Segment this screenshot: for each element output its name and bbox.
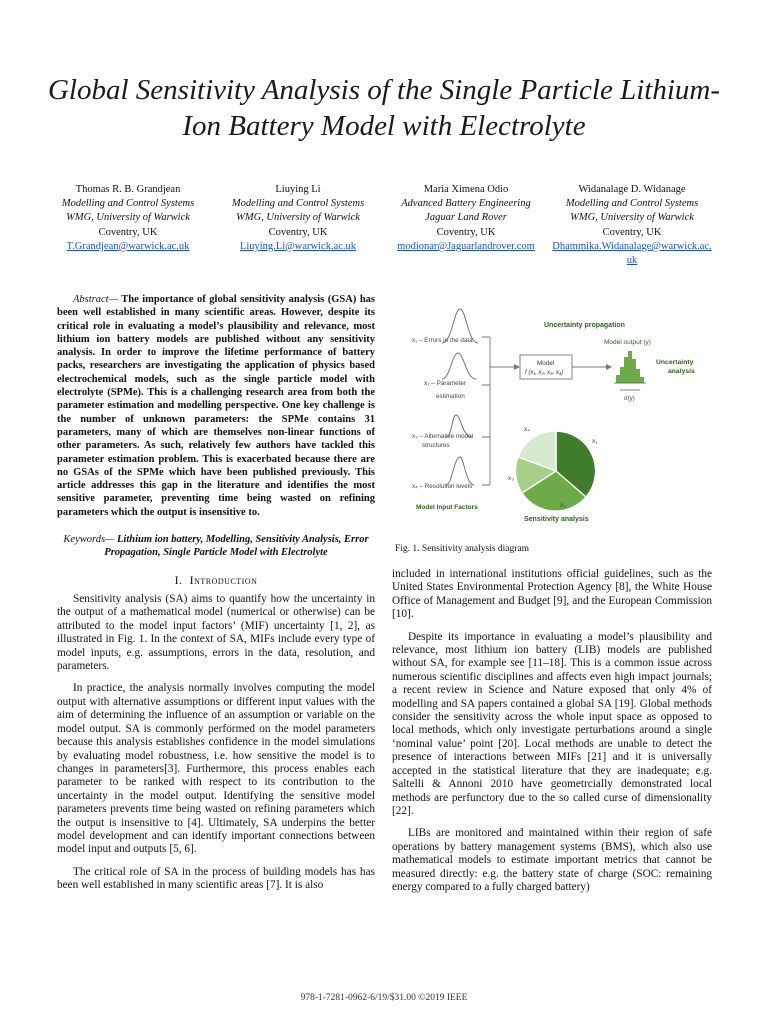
factor-label-x3b: structures [422,442,450,449]
distribution-curve-x2 [442,353,476,379]
body-paragraph: Despite its importance in evaluating a model’s plausibility and relevance, most lithium ion battery (LIB) models are published without SA, for example see [11–18]. This is a common issue across numerous scientific disciplines and affects even high impact journals; a recent review in Science and Nature exposed that only 4% of modelling and SA papers contained a global SA [19]. Global methods consider the sensitivity across the whole input space as opposed to local methods, which only investigate perturbations around a single ‘nominal value’ point [20]. Local methods are unable to detect the presence of interactions between MIFs [21] and it is universally accepted in the statistical literature that they are inadequate; e.g. Saltelli & Annoni 2010 have geometrcially demonstrated local methods are perfunctory due to the so called curse of dimensionality [22]. [392,630,712,817]
author-org: Jaguar Land Rover [425,212,507,224]
author-1 [42,183,214,254]
pie-label-x2: x₂ [560,502,566,509]
left-column [57,293,375,902]
author-dept: Modelling and Control Systems [61,198,195,210]
output-histogram [616,351,644,383]
factor-label-x2b: estimation [436,393,465,400]
uncertainty-propagation-label: Uncertainty propagation [544,322,625,329]
pie-label-x1: x₁ [592,438,598,445]
footer-copyright: 978-1-7281-0962-6/19/$31.00 ©2019 IEEE [300,993,468,1003]
author-email-link[interactable]: modionar@Jaguarlandrover.com [397,240,535,252]
abstract [57,293,375,519]
model-input-factors-label: Model Input Factors [416,504,478,511]
author-dept: Modelling and Control Systems [565,198,699,210]
distribution-curve-x4 [446,457,474,485]
author-name: Maria Ximena Odio [423,184,509,195]
author-location: Coventry, UK [602,226,662,238]
author-3 [380,183,552,254]
model-box-title: Model [537,360,555,367]
abstract-lead: Abstract— [73,294,118,305]
factor-label-x2a: x₂ – Parameter [424,380,466,387]
author-4 [552,183,712,268]
author-location: Coventry, UK [98,226,158,238]
pie-label-x4: x₄ [524,426,530,433]
body-paragraph: In practice, the analysis normally involves computing the model output with alternative assumptions or different input values with the aim of determining the influence of an assumption or variable on the model output. SA is commonly performed on the model parameters because this analysis establishes confidence in the model simulations by evaluating model robustness, i.e. how sensitive the model is to changes in parameters[3]. Furthermore, this process enables each parameter to be ranked with respect to its contribution to the uncertainty in the model output. Identifying the sensitive model parameters prevents time being wasted on refining parameters which the output is insensitive to [4]. Ultimately, SA underpins the better model development and can identify important connections between model input and outputs [5, 6]. [57,682,375,856]
author-name: Widanalage D. Widanage [578,184,686,195]
keywords-text: Lithium ion battery, Modelling, Sensitivity Analysis, Error Propagation, Single Particle Model with Electrolyte [104,534,369,559]
abstract-text: The importance of global sensitivity analysis (GSA) has been well established in many scientific areas. However, despite its critical role in evaluating a model’s plausibility and relevance, most lithium ion battery models are published without any sensitivity analysis. In order to improve the lifetime performance of battery packs, researchers are investigating the application of physics based electrochemical models, such as the single particle model with electrolyte (SPMe). This is a challenging research area from both the parameter estimation and modelling perspective. One key challenge is the number of unknown parameters: the SPMe contains 31 parameters, many of which are themselves non-linear functions of other parameters. As such, relatively few authors have tackled this parameter estimation problem. This is exacerbated because there are no GSAs of the SPMe which have been published previously. This article addresses this gap in the literature and identifies the most sensitive parameter, preventing time being wasted on refining parameters which the output is insensitive to. [57,294,375,518]
author-email-link[interactable]: Liuying.Li@warwick.ac.uk [239,240,357,252]
sensitivity-analysis-figure [394,297,712,529]
author-name: Thomas R. B. Grandjean [75,184,181,195]
section-number: I. [174,572,183,587]
author-email-link[interactable]: Dhammika.Widanalage@warwick.ac.uk [552,240,712,267]
author-org: WMG, University of Warwick [570,212,694,224]
author-org: WMG, University of Warwick [66,212,190,224]
sensitivity-analysis-label: Sensitivity analysis [524,516,589,523]
author-dept: Modelling and Control Systems [231,198,365,210]
author-email-link[interactable]: T.Grandjean@warwick.ac.uk [66,240,190,252]
input-bracket [482,337,514,485]
body-paragraph: Sensitivity analysis (SA) aims to quantify how the uncertainty in the output of a mathematical model (numerical or otherwise) can be attributed to the model input factors’ (MIF) uncertainty [1, 2], as illustrated in Fig. 1. In the context of SA, MIFs include every type of model inputs, e.g. assumptions, errors in the data, resolution, and parameters. [57,593,375,673]
uncertainty-analysis-label-a: Uncertainty [656,359,694,366]
pie-label-x3: x₃ [508,475,514,482]
keywords-lead: Keywords— [63,534,115,546]
factor-label-x4: x₄ – Resolution levels [412,483,473,490]
body-paragraph: LIBs are monitored and maintained within their region of safe operations by battery management systems (BMS), which also use mathematical models to estimate important metrics that cannot be measured directly: e.g. the battery state of charge (SOC: remaining energy compared to a fully charged battery) [392,827,712,893]
author-org: WMG, University of Warwick [236,212,360,224]
author-2 [212,183,384,254]
author-location: Coventry, UK [268,226,328,238]
factor-label-x3a: x₃ – Alternative model [412,433,474,440]
body-paragraph: The critical role of SA in the process of building models has has been well established in many scientific areas [7]. It is also [57,865,375,892]
author-location: Coventry, UK [436,226,496,238]
right-column [392,568,712,903]
model-function-label: f (x₁, x₂, x₃, x₄) [525,370,564,376]
section-heading-introduction [57,574,375,587]
section-title: Introduction [189,572,258,587]
arrow-head [606,364,612,370]
paper-title: Global Sensitivity Analysis of the Single Particle Lithium-Ion Battery Model with Electrolyte [47,74,721,142]
body-paragraph: included in international institutions official guidelines, such as the United States Environmental Protection Agency [8], the White House Office of Management and Budget [9], and the European Commission [10]. [392,568,712,621]
factor-label-x1: x₁ – Errors in the data [412,337,473,344]
sensitivity-diagram [394,297,712,529]
author-name: Liuying Li [275,184,321,195]
model-output-label: Model output (y) [604,339,651,346]
sensitivity-pie-chart [515,431,595,511]
sigma-label: σ(y) [624,396,635,402]
uncertainty-analysis-label-b: analysis [668,368,695,375]
keywords [57,533,375,560]
arrow-head [514,364,520,370]
author-dept: Advanced Battery Engineering [401,198,531,210]
figure-caption: Fig. 1. Sensitivity analysis diagram [395,544,530,554]
